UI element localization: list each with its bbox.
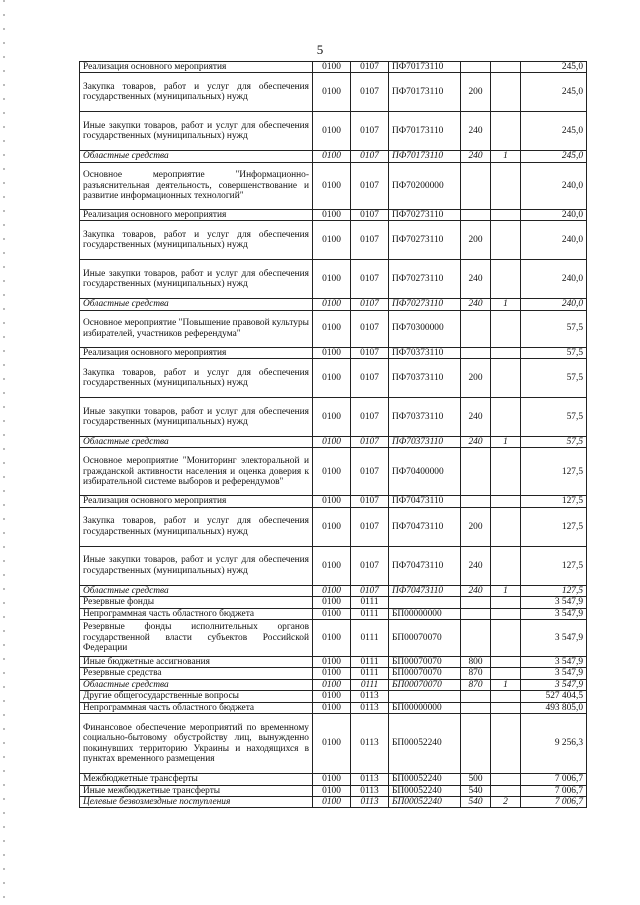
- row-expense-type-cell: [461, 448, 491, 496]
- row-expense-type-cell: [461, 597, 491, 608]
- table-row: [80, 714, 587, 774]
- row-amount-cell: 493 805,0: [521, 702, 587, 713]
- row-name-cell: Закупка товаров, работ и услуг для обеспечения государственных (муниципальных) нужд: [80, 73, 313, 112]
- row-subsection-cell: 0113: [351, 785, 389, 796]
- row-name-cell: Финансовое обеспечение мероприятий по временному социально-бытовому обустройству лиц, вынужденно покинувших территорию Украины и находящихся в пунктах временного размещения: [80, 714, 313, 774]
- row-subsection-cell: 0107: [351, 299, 389, 310]
- row-name-cell: Резервные средства: [80, 668, 313, 679]
- row-name-cell: Основное мероприятие "Мониторинг электоральной и гражданской активности населения и оценка доверия к избирательной системе выборов и референдумов": [80, 448, 313, 496]
- row-expense-type-cell: 200: [461, 507, 491, 546]
- row-section-cell: 0100: [313, 299, 351, 310]
- row-subsection-cell: 0107: [351, 585, 389, 596]
- row-name-cell: Резервные фонды исполнительных органов государственной власти субъектов Российской Федерации: [80, 620, 313, 657]
- row-expense-type-cell: 240: [461, 151, 491, 162]
- row-funding-code-cell: [491, 774, 521, 785]
- row-target-code-cell: БП00000000: [389, 608, 461, 619]
- row-section-cell: 0100: [313, 62, 351, 73]
- row-subsection-cell: 0107: [351, 73, 389, 112]
- row-expense-type-cell: [461, 702, 491, 713]
- row-name-cell: Иные закупки товаров, работ и услуг для обеспечения государственных (муниципальных) нужд: [80, 112, 313, 151]
- row-funding-code-cell: [491, 112, 521, 151]
- table-row: [80, 496, 587, 507]
- row-name-cell: Реализация основного мероприятия: [80, 347, 313, 358]
- row-name-cell: Основное мероприятие "Повышение правовой культуры избирателей, участников референдума": [80, 310, 313, 347]
- row-subsection-cell: 0107: [351, 151, 389, 162]
- row-name-cell: Резервные фонды: [80, 597, 313, 608]
- row-amount-cell: 127,5: [521, 448, 587, 496]
- row-funding-code-cell: [491, 657, 521, 668]
- row-name-cell: Другие общегосударственные вопросы: [80, 691, 313, 702]
- row-section-cell: 0100: [313, 260, 351, 299]
- row-target-code-cell: ПФ70473110: [389, 496, 461, 507]
- table-row: [80, 299, 587, 310]
- row-section-cell: 0100: [313, 151, 351, 162]
- row-section-cell: 0100: [313, 608, 351, 619]
- row-funding-code-cell: [491, 448, 521, 496]
- row-amount-cell: 245,0: [521, 151, 587, 162]
- row-expense-type-cell: 540: [461, 785, 491, 796]
- row-funding-code-cell: 1: [491, 151, 521, 162]
- row-section-cell: 0100: [313, 668, 351, 679]
- row-section-cell: 0100: [313, 310, 351, 347]
- row-subsection-cell: 0107: [351, 162, 389, 209]
- row-subsection-cell: 0107: [351, 437, 389, 448]
- row-name-cell: Реализация основного мероприятия: [80, 62, 313, 73]
- row-subsection-cell: 0113: [351, 702, 389, 713]
- row-name-cell: Иные закупки товаров, работ и услуг для обеспечения государственных (муниципальных) нужд: [80, 398, 313, 437]
- row-funding-code-cell: [491, 546, 521, 585]
- row-target-code-cell: [389, 597, 461, 608]
- row-target-code-cell: БП00000000: [389, 702, 461, 713]
- row-section-cell: 0100: [313, 347, 351, 358]
- scan-edge-marks: [3, 0, 5, 905]
- row-expense-type-cell: 240: [461, 585, 491, 596]
- row-name-cell: Реализация основного мероприятия: [80, 496, 313, 507]
- table-row: [80, 162, 587, 209]
- row-section-cell: 0100: [313, 691, 351, 702]
- row-funding-code-cell: [491, 691, 521, 702]
- row-target-code-cell: БП00070070: [389, 657, 461, 668]
- row-name-cell: Иные закупки товаров, работ и услуг для обеспечения государственных (муниципальных) нужд: [80, 546, 313, 585]
- row-amount-cell: 9 256,3: [521, 714, 587, 774]
- row-section-cell: 0100: [313, 507, 351, 546]
- row-funding-code-cell: 2: [491, 796, 521, 807]
- row-funding-code-cell: [491, 221, 521, 260]
- row-section-cell: 0100: [313, 657, 351, 668]
- row-target-code-cell: ПФ70473110: [389, 546, 461, 585]
- row-subsection-cell: 0107: [351, 62, 389, 73]
- row-subsection-cell: 0113: [351, 774, 389, 785]
- row-name-cell: Закупка товаров, работ и услуг для обеспечения государственных (муниципальных) нужд: [80, 359, 313, 398]
- table-row: [80, 620, 587, 657]
- row-section-cell: 0100: [313, 496, 351, 507]
- row-target-code-cell: ПФ70373110: [389, 398, 461, 437]
- row-name-cell: Иные межбюджетные трансферты: [80, 785, 313, 796]
- row-amount-cell: 245,0: [521, 62, 587, 73]
- row-expense-type-cell: 200: [461, 359, 491, 398]
- row-amount-cell: 3 547,9: [521, 679, 587, 690]
- row-funding-code-cell: [491, 608, 521, 619]
- table-row: [80, 785, 587, 796]
- row-amount-cell: 3 547,9: [521, 608, 587, 619]
- row-amount-cell: 245,0: [521, 112, 587, 151]
- row-amount-cell: 57,5: [521, 359, 587, 398]
- row-funding-code-cell: [491, 62, 521, 73]
- row-funding-code-cell: [491, 620, 521, 657]
- table-row: [80, 597, 587, 608]
- row-expense-type-cell: 800: [461, 657, 491, 668]
- row-funding-code-cell: 1: [491, 437, 521, 448]
- row-section-cell: 0100: [313, 398, 351, 437]
- row-expense-type-cell: [461, 209, 491, 220]
- row-subsection-cell: 0107: [351, 209, 389, 220]
- row-funding-code-cell: [491, 359, 521, 398]
- table-row: [80, 774, 587, 785]
- row-section-cell: 0100: [313, 597, 351, 608]
- row-section-cell: 0100: [313, 714, 351, 774]
- row-name-cell: Областные средства: [80, 151, 313, 162]
- row-target-code-cell: ПФ70200000: [389, 162, 461, 209]
- row-target-code-cell: [389, 691, 461, 702]
- row-expense-type-cell: [461, 62, 491, 73]
- row-amount-cell: 245,0: [521, 73, 587, 112]
- row-subsection-cell: 0113: [351, 714, 389, 774]
- row-subsection-cell: 0111: [351, 597, 389, 608]
- table-row: [80, 260, 587, 299]
- row-section-cell: 0100: [313, 796, 351, 807]
- row-target-code-cell: БП00052240: [389, 796, 461, 807]
- row-target-code-cell: ПФ70173110: [389, 73, 461, 112]
- row-amount-cell: 3 547,9: [521, 668, 587, 679]
- row-subsection-cell: 0107: [351, 221, 389, 260]
- row-name-cell: Иные закупки товаров, работ и услуг для обеспечения государственных (муниципальных) нужд: [80, 260, 313, 299]
- row-name-cell: Иные бюджетные ассигнования: [80, 657, 313, 668]
- table-row: [80, 73, 587, 112]
- row-name-cell: Областные средства: [80, 299, 313, 310]
- row-name-cell: Основное мероприятие "Информационно-разъяснительная деятельность, совершенствование и развитие информационных технологий": [80, 162, 313, 209]
- row-name-cell: Областные средства: [80, 437, 313, 448]
- row-funding-code-cell: 1: [491, 679, 521, 690]
- row-subsection-cell: 0107: [351, 359, 389, 398]
- row-amount-cell: 57,5: [521, 310, 587, 347]
- table-row: [80, 310, 587, 347]
- row-section-cell: 0100: [313, 679, 351, 690]
- row-expense-type-cell: 240: [461, 299, 491, 310]
- row-name-cell: Закупка товаров, работ и услуг для обеспечения государственных (муниципальных) нужд: [80, 507, 313, 546]
- row-amount-cell: 240,0: [521, 209, 587, 220]
- row-section-cell: 0100: [313, 162, 351, 209]
- row-funding-code-cell: [491, 162, 521, 209]
- row-section-cell: 0100: [313, 785, 351, 796]
- row-subsection-cell: 0107: [351, 347, 389, 358]
- table-row: [80, 691, 587, 702]
- table-row: [80, 608, 587, 619]
- row-amount-cell: 527 404,5: [521, 691, 587, 702]
- table-row: [80, 151, 587, 162]
- row-subsection-cell: 0113: [351, 691, 389, 702]
- row-name-cell: Реализация основного мероприятия: [80, 209, 313, 220]
- row-amount-cell: 57,5: [521, 437, 587, 448]
- row-amount-cell: 3 547,9: [521, 620, 587, 657]
- row-target-code-cell: ПФ70373110: [389, 347, 461, 358]
- row-amount-cell: 127,5: [521, 546, 587, 585]
- row-amount-cell: 240,0: [521, 260, 587, 299]
- row-amount-cell: 240,0: [521, 221, 587, 260]
- row-funding-code-cell: [491, 597, 521, 608]
- row-expense-type-cell: 240: [461, 260, 491, 299]
- row-funding-code-cell: [491, 398, 521, 437]
- row-section-cell: 0100: [313, 112, 351, 151]
- row-section-cell: 0100: [313, 448, 351, 496]
- row-name-cell: Межбюджетные трансферты: [80, 774, 313, 785]
- row-expense-type-cell: 540: [461, 796, 491, 807]
- row-expense-type-cell: 200: [461, 73, 491, 112]
- row-expense-type-cell: 200: [461, 221, 491, 260]
- row-expense-type-cell: [461, 310, 491, 347]
- row-funding-code-cell: [491, 310, 521, 347]
- row-target-code-cell: БП00070070: [389, 620, 461, 657]
- row-amount-cell: 240,0: [521, 162, 587, 209]
- row-subsection-cell: 0107: [351, 507, 389, 546]
- row-expense-type-cell: [461, 347, 491, 358]
- table-row: [80, 437, 587, 448]
- row-section-cell: 0100: [313, 702, 351, 713]
- row-funding-code-cell: [491, 73, 521, 112]
- row-target-code-cell: ПФ70273110: [389, 260, 461, 299]
- row-target-code-cell: ПФ70273110: [389, 299, 461, 310]
- row-subsection-cell: 0107: [351, 260, 389, 299]
- row-section-cell: 0100: [313, 221, 351, 260]
- row-target-code-cell: ПФ70173110: [389, 112, 461, 151]
- row-target-code-cell: ПФ70173110: [389, 62, 461, 73]
- table-row: [80, 585, 587, 596]
- row-subsection-cell: 0107: [351, 112, 389, 151]
- page-number: 5: [316, 42, 324, 57]
- table-row: [80, 679, 587, 690]
- row-funding-code-cell: [491, 507, 521, 546]
- row-target-code-cell: ПФ70373110: [389, 359, 461, 398]
- row-expense-type-cell: [461, 691, 491, 702]
- table-row: [80, 221, 587, 260]
- row-subsection-cell: 0111: [351, 668, 389, 679]
- row-name-cell: Закупка товаров, работ и услуг для обеспечения государственных (муниципальных) нужд: [80, 221, 313, 260]
- row-section-cell: 0100: [313, 620, 351, 657]
- row-amount-cell: 127,5: [521, 496, 587, 507]
- budget-table-body: [80, 62, 587, 808]
- row-funding-code-cell: 1: [491, 299, 521, 310]
- row-expense-type-cell: 240: [461, 437, 491, 448]
- row-target-code-cell: БП00052240: [389, 774, 461, 785]
- row-expense-type-cell: [461, 608, 491, 619]
- row-subsection-cell: 0111: [351, 608, 389, 619]
- table-row: [80, 359, 587, 398]
- row-target-code-cell: БП00070070: [389, 668, 461, 679]
- table-row: [80, 668, 587, 679]
- table-row: [80, 546, 587, 585]
- row-amount-cell: 3 547,9: [521, 657, 587, 668]
- table-row: [80, 398, 587, 437]
- row-section-cell: 0100: [313, 209, 351, 220]
- row-target-code-cell: ПФ70273110: [389, 221, 461, 260]
- row-section-cell: 0100: [313, 359, 351, 398]
- row-target-code-cell: ПФ70373110: [389, 437, 461, 448]
- row-funding-code-cell: [491, 785, 521, 796]
- budget-table: [79, 61, 587, 808]
- row-subsection-cell: 0107: [351, 448, 389, 496]
- row-expense-type-cell: 240: [461, 398, 491, 437]
- row-expense-type-cell: [461, 620, 491, 657]
- row-funding-code-cell: [491, 714, 521, 774]
- table-row: [80, 112, 587, 151]
- row-subsection-cell: 0107: [351, 496, 389, 507]
- row-amount-cell: 7 006,7: [521, 785, 587, 796]
- row-name-cell: Целевые безвозмездные поступления: [80, 796, 313, 807]
- row-expense-type-cell: [461, 496, 491, 507]
- row-subsection-cell: 0113: [351, 796, 389, 807]
- row-target-code-cell: ПФ70173110: [389, 151, 461, 162]
- row-expense-type-cell: 500: [461, 774, 491, 785]
- row-expense-type-cell: 240: [461, 546, 491, 585]
- row-name-cell: Областные средства: [80, 585, 313, 596]
- table-row: [80, 702, 587, 713]
- row-target-code-cell: ПФ70300000: [389, 310, 461, 347]
- row-expense-type-cell: [461, 162, 491, 209]
- row-subsection-cell: 0111: [351, 620, 389, 657]
- row-expense-type-cell: 240: [461, 112, 491, 151]
- row-name-cell: Областные средства: [80, 679, 313, 690]
- row-name-cell: Непрограммная часть областного бюджета: [80, 608, 313, 619]
- row-funding-code-cell: [491, 496, 521, 507]
- table-row: [80, 507, 587, 546]
- row-amount-cell: 57,5: [521, 398, 587, 437]
- table-row: [80, 209, 587, 220]
- row-subsection-cell: 0107: [351, 310, 389, 347]
- row-subsection-cell: 0111: [351, 657, 389, 668]
- row-expense-type-cell: 870: [461, 668, 491, 679]
- row-funding-code-cell: [491, 209, 521, 220]
- row-funding-code-cell: 1: [491, 585, 521, 596]
- row-amount-cell: 240,0: [521, 299, 587, 310]
- row-section-cell: 0100: [313, 774, 351, 785]
- row-funding-code-cell: [491, 702, 521, 713]
- row-target-code-cell: ПФ70473110: [389, 507, 461, 546]
- row-amount-cell: 57,5: [521, 347, 587, 358]
- table-row: [80, 448, 587, 496]
- row-amount-cell: 127,5: [521, 585, 587, 596]
- row-subsection-cell: 0107: [351, 546, 389, 585]
- table-row: [80, 796, 587, 807]
- row-funding-code-cell: [491, 668, 521, 679]
- table-row: [80, 347, 587, 358]
- row-section-cell: 0100: [313, 437, 351, 448]
- row-expense-type-cell: 870: [461, 679, 491, 690]
- row-funding-code-cell: [491, 347, 521, 358]
- row-target-code-cell: БП00070070: [389, 679, 461, 690]
- row-subsection-cell: 0107: [351, 398, 389, 437]
- row-name-cell: Непрограммная часть областного бюджета: [80, 702, 313, 713]
- row-section-cell: 0100: [313, 546, 351, 585]
- row-section-cell: 0100: [313, 73, 351, 112]
- row-target-code-cell: ПФ70473110: [389, 585, 461, 596]
- row-subsection-cell: 0111: [351, 679, 389, 690]
- row-target-code-cell: БП00052240: [389, 785, 461, 796]
- table-row: [80, 62, 587, 73]
- row-section-cell: 0100: [313, 585, 351, 596]
- row-amount-cell: 7 006,7: [521, 774, 587, 785]
- row-funding-code-cell: [491, 260, 521, 299]
- row-amount-cell: 3 547,9: [521, 597, 587, 608]
- row-amount-cell: 127,5: [521, 507, 587, 546]
- row-target-code-cell: БП00052240: [389, 714, 461, 774]
- row-amount-cell: 7 006,7: [521, 796, 587, 807]
- row-target-code-cell: ПФ70273110: [389, 209, 461, 220]
- row-target-code-cell: ПФ70400000: [389, 448, 461, 496]
- table-row: [80, 657, 587, 668]
- row-expense-type-cell: [461, 714, 491, 774]
